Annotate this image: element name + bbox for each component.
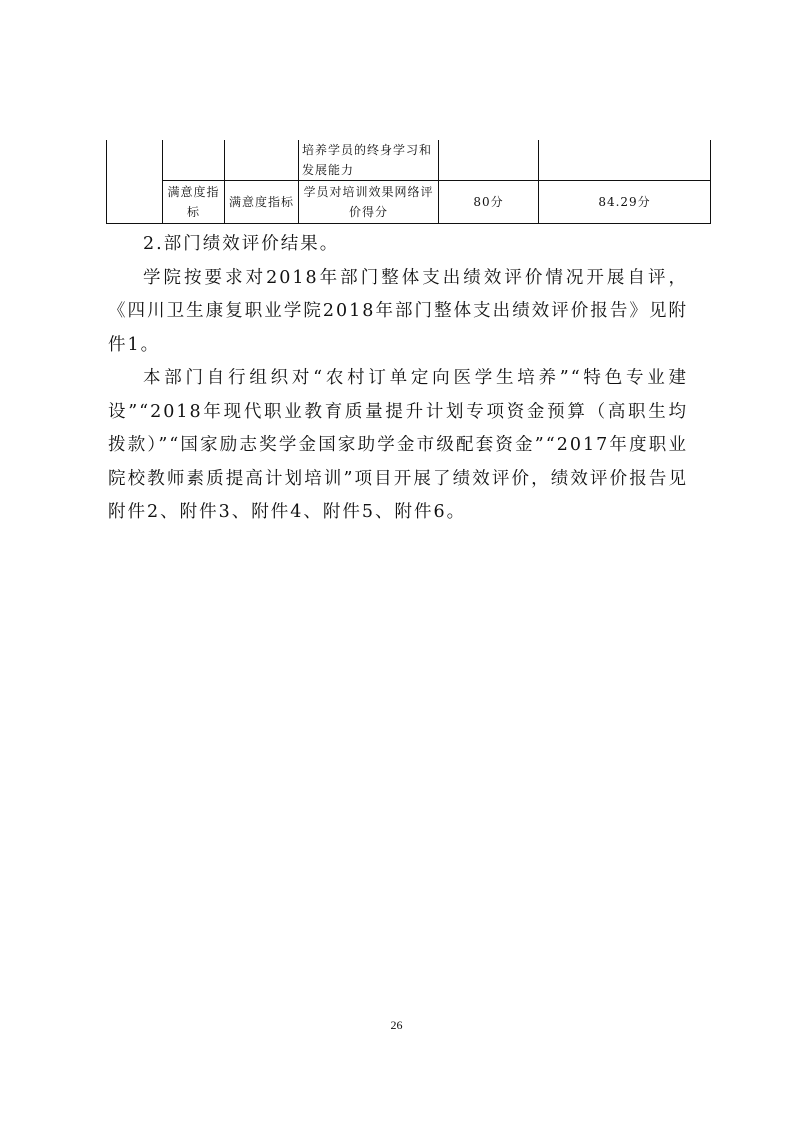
table-cell-level1: 满意度指标 — [163, 181, 225, 224]
table-cell-target — [439, 140, 539, 181]
section-body — [108, 228, 688, 530]
table-cell-indicator: 学员对培训效果网络评价得分 — [299, 181, 439, 224]
table-cell-target: 80分 — [439, 181, 539, 224]
table-row — [107, 140, 711, 181]
table-cell-level2: 满意度指标 — [225, 181, 299, 224]
section-heading: 2.部门绩效评价结果。 — [143, 234, 340, 254]
table-row — [107, 181, 711, 224]
table-cell-actual: 84.29分 — [539, 181, 711, 224]
paragraph: 学院按要求对2018年部门整体支出绩效评价情况开展自评，《四川卫生康复职业学院2018年部门整体支出绩效评价报告》见附件1。 — [108, 267, 688, 355]
table-cell-level1 — [163, 140, 225, 181]
table-cell-indicator: 培养学员的终身学习和发展能力 — [299, 140, 439, 181]
paragraph: 本部门自行组织对“农村订单定向医学生培养”“特色专业建设”“2018年现代职业教育质量提升计划专项资金预算（高职生均拨款）”“国家励志奖学金国家助学金市级配套资金”“2017年度职业院校教师素质提高计划培训”项目开展了绩效评价，绩效评价报告见附件2、附件3、附件4、附件5、附件6。 — [108, 368, 688, 522]
table-cell-level2 — [225, 140, 299, 181]
table-cell-actual — [539, 140, 711, 181]
performance-indicator-table — [106, 140, 711, 224]
page-number: 26 — [390, 1018, 403, 1032]
table-cell-category — [107, 140, 163, 224]
